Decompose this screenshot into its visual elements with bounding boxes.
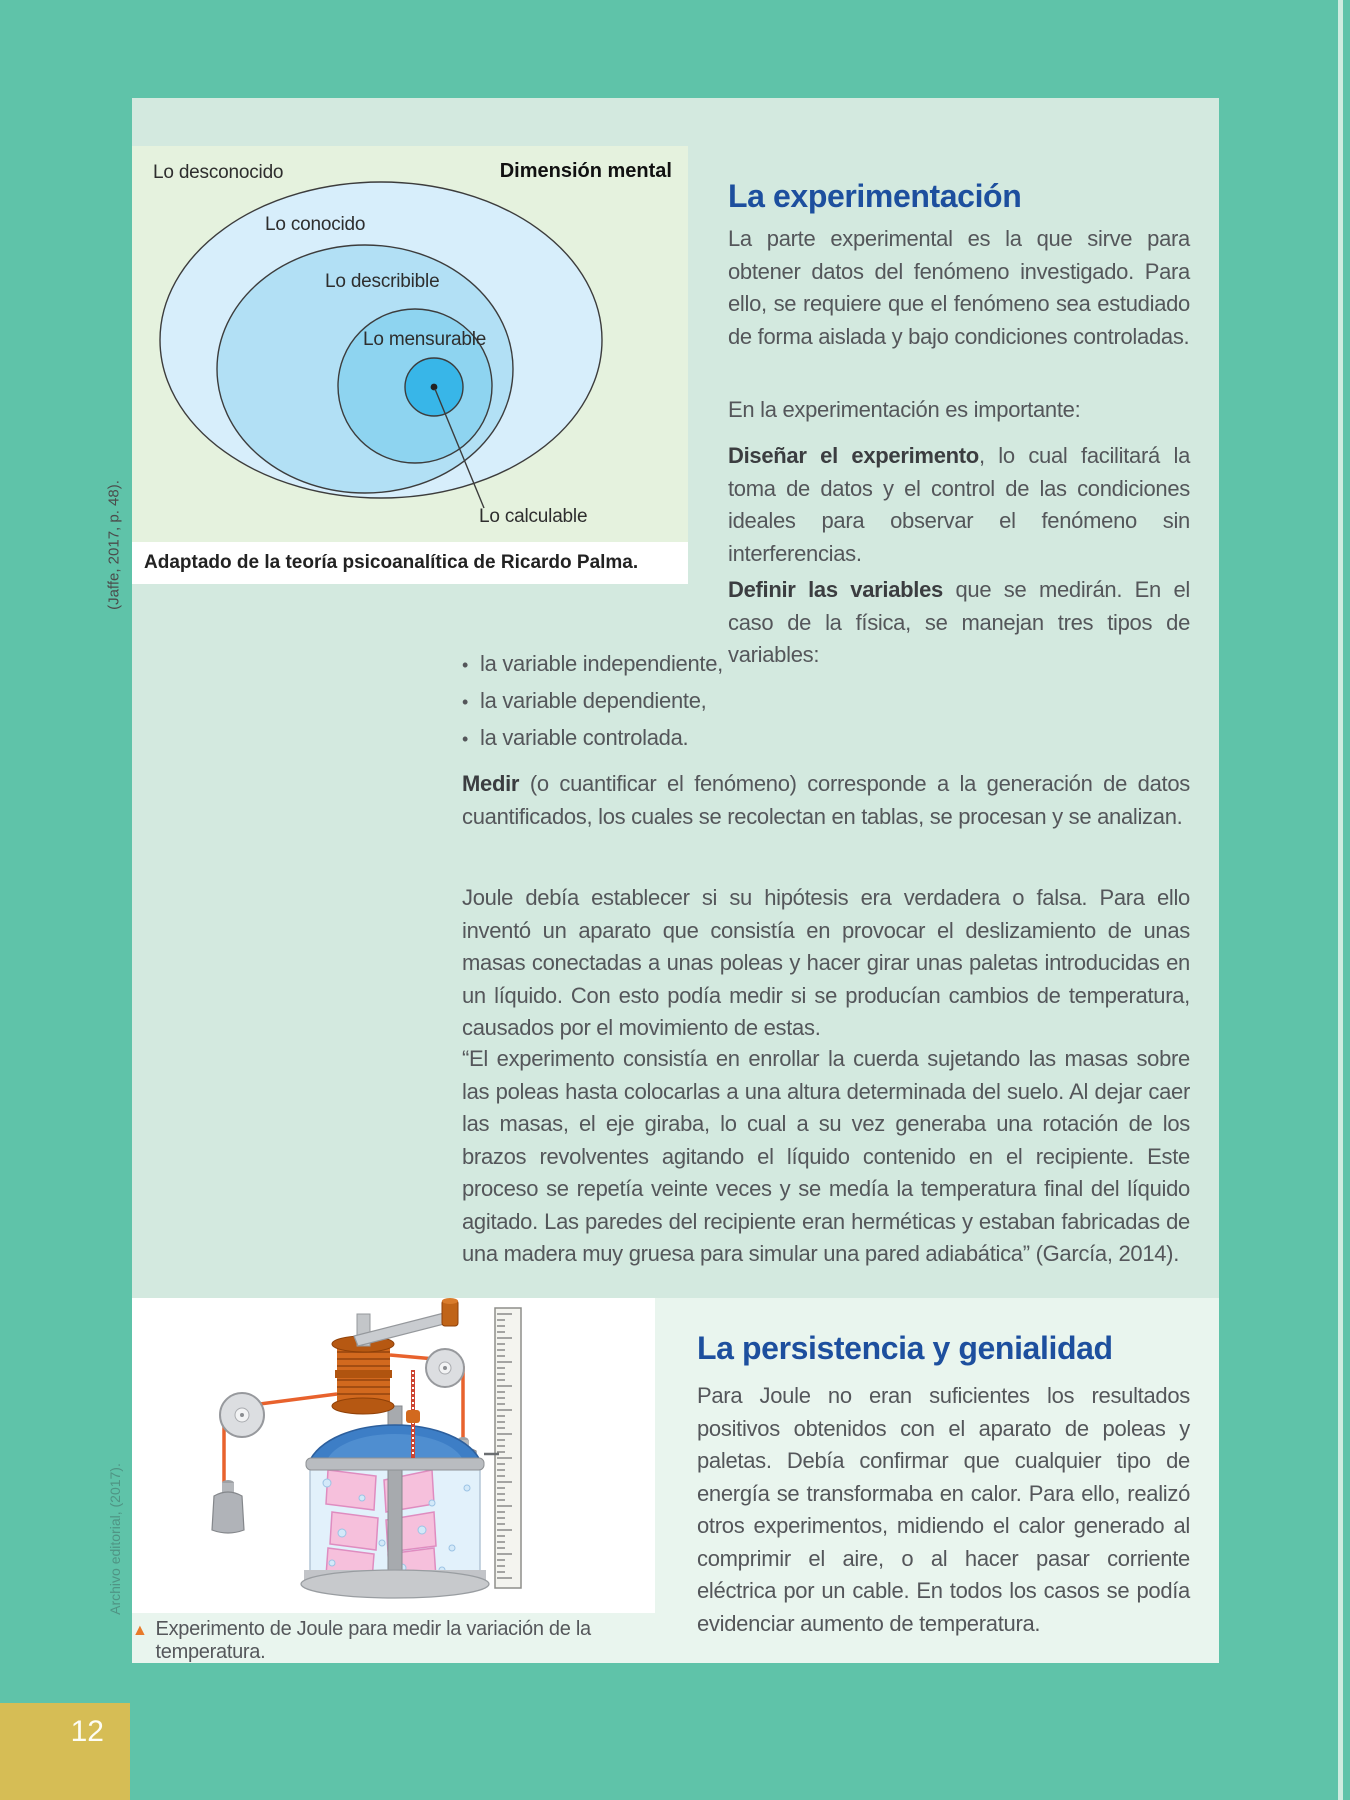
- bullet-icon: •: [462, 729, 469, 749]
- paragraph-intro: La parte experimental es la que sirve para obtener datos del fenómeno investigado. Para ello, se requiere que el fenómeno sea estudiado de forma aislada y bajo condiciones controladas.: [728, 226, 1190, 349]
- figure-marker-icon: ▲: [132, 1622, 148, 1639]
- bullet-icon: •: [462, 655, 469, 675]
- bullet-text-independiente: la variable independiente,: [480, 651, 723, 676]
- define-rest-run: que se medirán. En el caso de la física, se manejan tres tipos de variables:: [728, 577, 1190, 667]
- variables-bullet-list: [462, 646, 723, 757]
- page-edge-stripe: [1338, 0, 1343, 1800]
- mental-dimension-diagram: [132, 146, 688, 542]
- citation-archivo-editorial: Archivo editorial, (2017).: [107, 1463, 123, 1615]
- diagram-label-desconocido: Lo desconocido: [153, 162, 284, 183]
- diagram-label-calculable: Lo calculable: [479, 506, 588, 527]
- paragraph-design: [728, 440, 1190, 570]
- page-number-badge: [0, 1703, 130, 1800]
- paragraph-measure: [462, 768, 1190, 833]
- paragraph-quote: “El experimento consistía en enrollar la cuerda sujetando las masas sobre las poleas hasta colocarlas a una altura determinada del suelo. Al dejar caer las masas, el eje giraba, lo cual a su vez generaba una rotación de los brazos revolventes agitando el líquido contenido en el recipiente. Este proceso se repetía veinte veces y se medía la temperatura final del líquido agitado. Las paredes del recipiente eran herméticas y estaban fabricadas de una madera muy gruesa para simular una pared adiabática” (García, 2014).: [462, 1046, 1190, 1266]
- design-rest-run: , lo cual facilitará la toma de datos y el control de las condiciones ideales para observar el fenómeno sin interferencias.: [728, 443, 1190, 566]
- diagram-label-conocido: Lo conocido: [265, 214, 366, 235]
- diagram-label-mensurable: Lo mensurable: [363, 329, 487, 350]
- bullet-text-dependiente: la variable dependiente,: [480, 688, 707, 713]
- joule-apparatus-icon: [132, 1298, 655, 1613]
- page-number: 12: [70, 1715, 104, 1748]
- diagram-label-describible: Lo describible: [325, 271, 440, 292]
- bullet-icon: •: [462, 692, 469, 712]
- paragraph-joule: Joule debía establecer si su hipótesis era verdadera o falsa. Para ello inventó un aparato que consistía en provocar el deslizamiento de unas masas conectadas a unas poleas y hacer girar unas paletas introducidas en un líquido. Con esto podía medir si se producían cambios de temperatura, causados por el movimiento de estas.: [462, 885, 1190, 1040]
- list-item: [462, 683, 723, 720]
- section-heading-persistencia: La persistencia y genialidad: [697, 1330, 1113, 1366]
- list-item: [462, 720, 723, 757]
- measure-bold-run: Medir: [462, 771, 520, 796]
- joule-apparatus-figure: [132, 1298, 655, 1613]
- list-item: [462, 646, 723, 683]
- bullet-text-controlada: la variable controlada.: [480, 725, 689, 750]
- section-heading-experimentacion: La experimentación: [728, 178, 1022, 214]
- diagram-caption: Adaptado de la teoría psicoanalítica de Ricardo Palma.: [132, 542, 688, 584]
- figure-caption: [132, 1618, 655, 1664]
- paragraph-define: [728, 574, 1190, 672]
- figure-caption-text: Experimento de Joule para medir la variación de la temperatura.: [155, 1618, 591, 1663]
- paragraph-persistencia: Para Joule no eran suficientes los resultados positivos obtenidos con el aparato de poleas y paletas. Debía confirmar que cualquier tipo de energía se transformaba en calor. Para ello, realizó otros experimentos, midiendo el calor generado al comprimir el aire, o al hacer pasar corriente eléctrica por un cable. En todos los casos se podía evidenciar aumento de temperatura.: [697, 1383, 1190, 1636]
- measure-rest-run: (o cuantificar el fenómeno) corresponde a la generación de datos cuantificados, los cuales se recolectan en tablas, se procesan y se analizan.: [462, 771, 1190, 829]
- define-bold-run: Definir las variables: [728, 577, 943, 602]
- design-bold-run: Diseñar el experimento: [728, 443, 979, 468]
- paragraph-important-lead: En la experimentación es importante:: [728, 397, 1081, 422]
- citation-jaffe: (Jaffe, 2017, p. 48).: [105, 480, 123, 610]
- diagram-title: Dimensión mental: [499, 160, 672, 182]
